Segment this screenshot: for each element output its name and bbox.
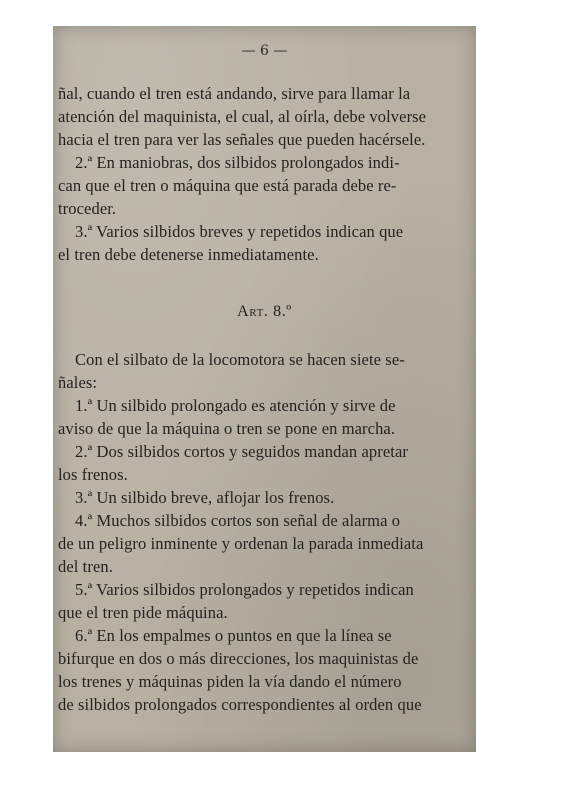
text-line: bifurque en dos o más direcciones, los maquinistas de — [58, 649, 419, 668]
text-line: aviso de que la máquina o tren se pone en marcha. — [58, 419, 396, 438]
text-line: troceder. — [58, 199, 117, 218]
text-line: los frenos. — [58, 465, 128, 484]
text-line: 6.ª En los empalmes o puntos en que la línea se — [75, 626, 392, 645]
article-heading: Art. 8.º — [237, 303, 292, 320]
text-line: 2.ª Dos silbidos cortos y seguidos mandan apretar — [75, 442, 408, 461]
text-line: 4.ª Muchos silbidos cortos son señal de alarma o — [75, 511, 401, 530]
scanned-page — [53, 26, 476, 752]
text-line: atención del maquinista, el cual, al oírla, debe volverse — [58, 107, 427, 126]
text-line: del tren. — [58, 557, 113, 576]
text-line: ñal, cuando el tren está andando, sirve para llamar la — [58, 84, 411, 103]
text-line: Con el silbato de la locomotora se hacen siete se- — [75, 350, 405, 369]
text-line: de silbidos prolongados correspondientes al orden que — [58, 695, 422, 714]
text-line: los trenes y máquinas piden la vía dando el número — [58, 672, 402, 691]
text-line: ñales: — [58, 373, 98, 392]
text-line: can que el tren o máquina que está parada debe re- — [58, 176, 397, 195]
text-line: 3.ª Varios silbidos breves y repetidos indican que — [75, 222, 404, 241]
text-line: 3.ª Un silbido breve, aflojar los frenos. — [75, 488, 335, 507]
text-line: de un peligro inminente y ordenan la parada inmediata — [58, 534, 424, 553]
page-number: — 6 — — [241, 43, 288, 59]
text-line: que el tren pide máquina. — [58, 603, 228, 622]
text-line: el tren debe detenerse inmediatamente. — [58, 245, 319, 264]
text-line: 5.ª Varios silbidos prolongados y repetidos indican — [75, 580, 414, 599]
text-line: 1.ª Un silbido prolongado es atención y sirve de — [75, 396, 396, 415]
text-line: 2.ª En maniobras, dos silbidos prolongados indi- — [75, 153, 400, 172]
text-line: hacia el tren para ver las señales que pueden hacérsele. — [58, 130, 426, 149]
